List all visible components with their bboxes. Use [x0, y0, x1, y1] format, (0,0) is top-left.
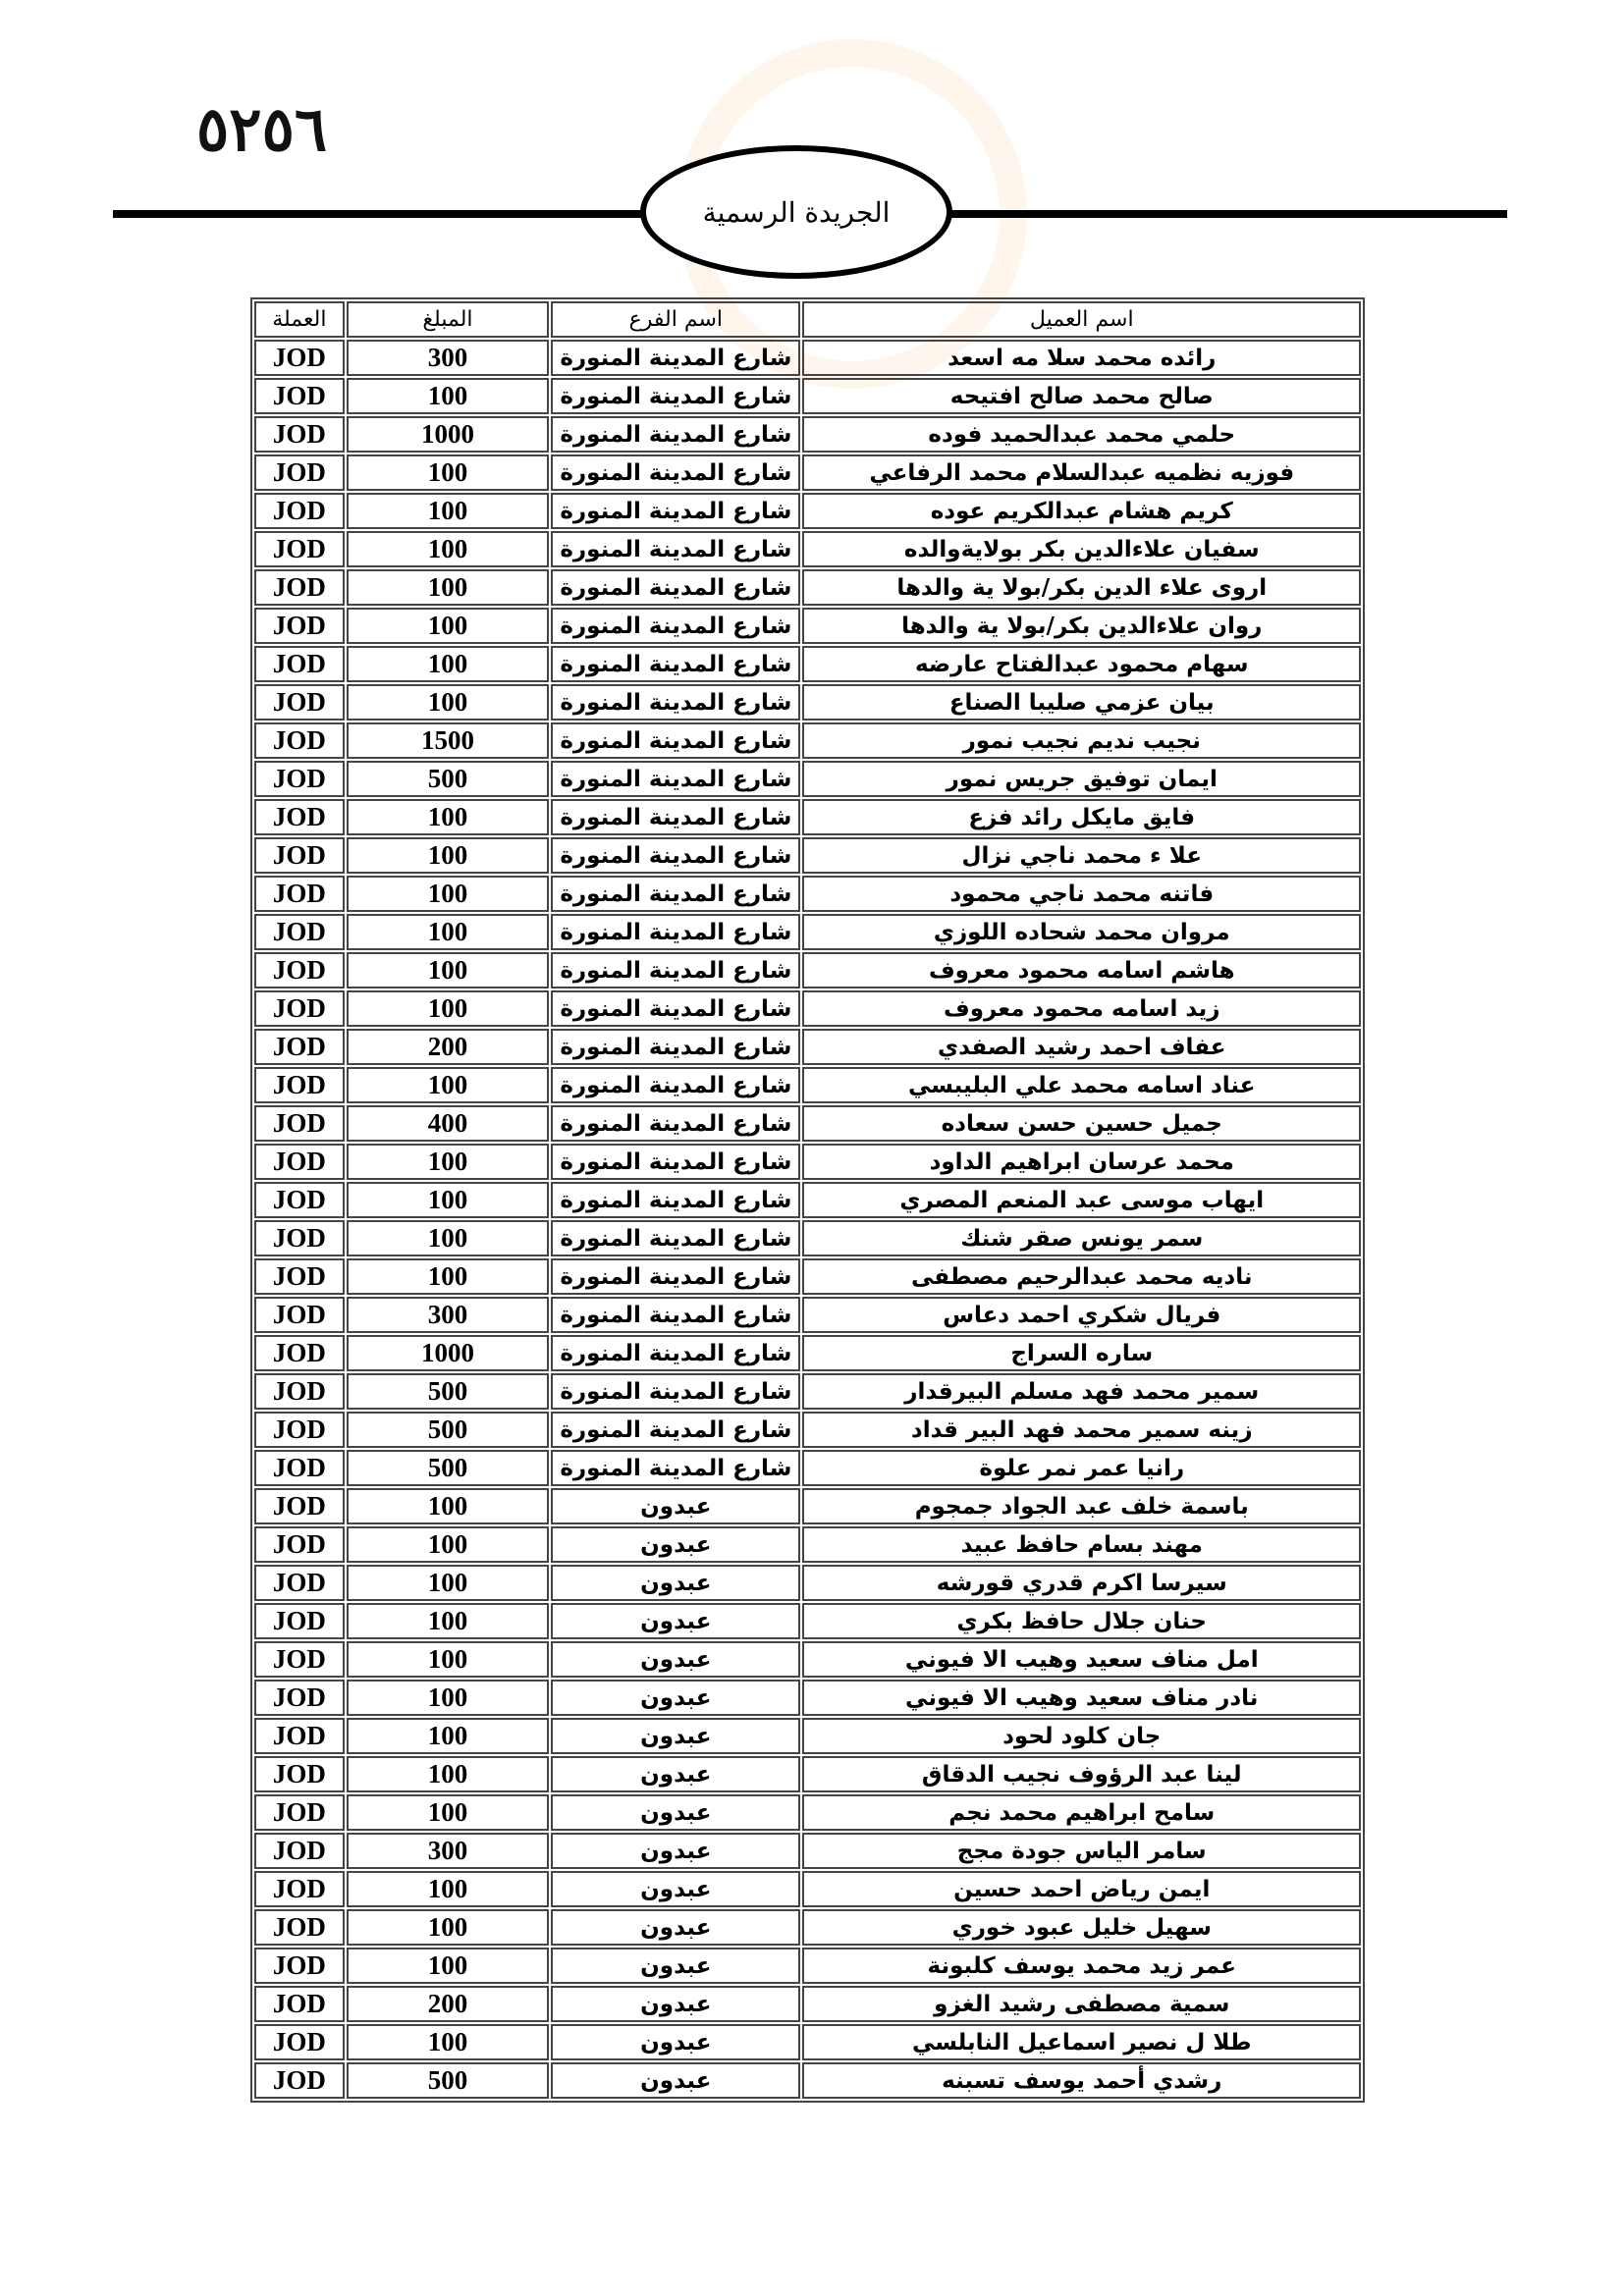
table-row — [254, 837, 1361, 874]
amount-cell: 100 — [347, 1794, 550, 1831]
table-row — [254, 1412, 1361, 1448]
table-row — [254, 1335, 1361, 1371]
currency-cell: JOD — [254, 1412, 345, 1448]
branch-cell: شارع المدينة المنورة — [551, 1335, 800, 1371]
branch-cell: شارع المدينة المنورة — [551, 569, 800, 606]
amount-cell: 1500 — [347, 722, 550, 759]
branch-cell: عبدون — [551, 1948, 800, 1984]
amount-cell: 100 — [347, 837, 550, 874]
amount-cell: 100 — [347, 1182, 550, 1218]
currency-cell: JOD — [254, 1909, 345, 1946]
branch-cell: شارع المدينة المنورة — [551, 340, 800, 376]
table-row — [254, 2024, 1361, 2060]
amount-cell: 100 — [347, 1948, 550, 1984]
customer-name-cell: فريال شكري احمد دعاس — [802, 1297, 1361, 1333]
table-row — [254, 569, 1361, 606]
table-row — [254, 1488, 1361, 1524]
branch-cell: شارع المدينة المنورة — [551, 646, 800, 682]
customer-name-cell: مروان محمد شحاده اللوزي — [802, 914, 1361, 950]
branch-cell: شارع المدينة المنورة — [551, 1182, 800, 1218]
customer-name-cell: عناد اسامه محمد علي البليبسي — [802, 1067, 1361, 1103]
table-row — [254, 1373, 1361, 1410]
branch-cell: شارع المدينة المنورة — [551, 1297, 800, 1333]
amount-cell: 100 — [347, 1909, 550, 1946]
table-row — [254, 1680, 1361, 1716]
branch-cell: عبدون — [551, 1603, 800, 1639]
branch-cell: شارع المدينة المنورة — [551, 454, 800, 491]
table-row — [254, 1105, 1361, 1142]
table-row — [254, 1220, 1361, 1256]
amount-cell: 100 — [347, 378, 550, 414]
customer-name-cell: جميل حسين حسن سعاده — [802, 1105, 1361, 1142]
table-header-row — [254, 301, 1361, 338]
branch-cell: عبدون — [551, 1680, 800, 1716]
branch-cell: شارع المدينة المنورة — [551, 1220, 800, 1256]
customer-name-cell: سمر يونس صقر شنك — [802, 1220, 1361, 1256]
amount-cell: 100 — [347, 2024, 550, 2060]
table-row — [254, 722, 1361, 759]
customer-name-cell: زينه سمير محمد فهد البير قداد — [802, 1412, 1361, 1448]
branch-cell: شارع المدينة المنورة — [551, 722, 800, 759]
customer-name-cell: سهيل خليل عبود خوري — [802, 1909, 1361, 1946]
amount-cell: 100 — [347, 531, 550, 567]
customer-name-cell: باسمة خلف عبد الجواد جمجوم — [802, 1488, 1361, 1524]
customer-name-cell: صالح محمد صالح افتيحه — [802, 378, 1361, 414]
table-row — [254, 1144, 1361, 1180]
customer-name-cell: لينا عبد الرؤوف نجيب الدقاق — [802, 1756, 1361, 1792]
table-row — [254, 1067, 1361, 1103]
amount-cell: 100 — [347, 1488, 550, 1524]
branch-cell: شارع المدينة المنورة — [551, 1144, 800, 1180]
customer-name-cell: سمية مصطفى رشيد الغزو — [802, 1986, 1361, 2022]
branch-cell: عبدون — [551, 1986, 800, 2022]
branch-cell: شارع المدينة المنورة — [551, 990, 800, 1027]
table-row — [254, 1182, 1361, 1218]
customer-name-cell: رشدي أحمد يوسف تسبنه — [802, 2062, 1361, 2099]
amount-cell: 100 — [347, 646, 550, 682]
currency-cell: JOD — [254, 1603, 345, 1639]
customer-name-cell: سيرسا اكرم قدري قورشه — [802, 1565, 1361, 1601]
table-row — [254, 1833, 1361, 1869]
customer-name-cell: اروى علاء الدين بكر/بولا ية والدها — [802, 569, 1361, 606]
amount-cell: 100 — [347, 1680, 550, 1716]
amount-cell: 200 — [347, 1029, 550, 1065]
amount-cell: 100 — [347, 799, 550, 835]
currency-cell: JOD — [254, 378, 345, 414]
amount-cell: 100 — [347, 1718, 550, 1754]
amount-cell: 100 — [347, 952, 550, 988]
table-row — [254, 1526, 1361, 1563]
amount-cell: 100 — [347, 1067, 550, 1103]
customer-name-cell: هاشم اسامه محمود معروف — [802, 952, 1361, 988]
table-row — [254, 454, 1361, 491]
amount-cell: 500 — [347, 1373, 550, 1410]
currency-cell: JOD — [254, 1718, 345, 1754]
amount-cell: 500 — [347, 1450, 550, 1486]
currency-cell: JOD — [254, 1220, 345, 1256]
customer-name-cell: نجيب نديم نجيب نمور — [802, 722, 1361, 759]
currency-cell: JOD — [254, 416, 345, 453]
table-row — [254, 990, 1361, 1027]
currency-cell: JOD — [254, 1526, 345, 1563]
branch-cell: عبدون — [551, 1794, 800, 1831]
page-number: ٥٢٥٦ — [196, 93, 328, 165]
currency-cell: JOD — [254, 1182, 345, 1218]
currency-cell: JOD — [254, 914, 345, 950]
customer-name-cell: سمير محمد فهد مسلم البيرقدار — [802, 1373, 1361, 1410]
table-row — [254, 1565, 1361, 1601]
table-row — [254, 1603, 1361, 1639]
table-row — [254, 952, 1361, 988]
header-currency: العملة — [254, 301, 345, 338]
customers-table — [250, 297, 1365, 2103]
branch-cell: شارع المدينة المنورة — [551, 1258, 800, 1295]
currency-cell: JOD — [254, 1335, 345, 1371]
branch-cell: شارع المدينة المنورة — [551, 493, 800, 529]
currency-cell: JOD — [254, 1067, 345, 1103]
currency-cell: JOD — [254, 2024, 345, 2060]
currency-cell: JOD — [254, 493, 345, 529]
customer-name-cell: كريم هشام عبدالكريم عوده — [802, 493, 1361, 529]
branch-cell: شارع المدينة المنورة — [551, 531, 800, 567]
customer-name-cell: سفيان علاءالدين بكر بولايةوالده — [802, 531, 1361, 567]
table-row — [254, 876, 1361, 912]
currency-cell: JOD — [254, 761, 345, 797]
amount-cell: 100 — [347, 1641, 550, 1678]
table-row — [254, 684, 1361, 721]
header-branch: اسم الفرع — [551, 301, 800, 338]
amount-cell: 400 — [347, 1105, 550, 1142]
table-row — [254, 1948, 1361, 1984]
customer-name-cell: رانيا عمر نمر علوة — [802, 1450, 1361, 1486]
amount-cell: 1000 — [347, 1335, 550, 1371]
amount-cell: 300 — [347, 1833, 550, 1869]
customer-name-cell: محمد عرسان ابراهيم الداود — [802, 1144, 1361, 1180]
branch-cell: عبدون — [551, 1641, 800, 1678]
currency-cell: JOD — [254, 799, 345, 835]
currency-cell: JOD — [254, 2062, 345, 2099]
amount-cell: 100 — [347, 990, 550, 1027]
branch-cell: عبدون — [551, 2024, 800, 2060]
branch-cell: عبدون — [551, 1833, 800, 1869]
amount-cell: 100 — [347, 1603, 550, 1639]
amount-cell: 100 — [347, 684, 550, 721]
currency-cell: JOD — [254, 722, 345, 759]
table-row — [254, 1641, 1361, 1678]
currency-cell: JOD — [254, 684, 345, 721]
currency-cell: JOD — [254, 340, 345, 376]
amount-cell: 100 — [347, 1526, 550, 1563]
currency-cell: JOD — [254, 876, 345, 912]
table-row — [254, 493, 1361, 529]
customer-name-cell: عفاف احمد رشيد الصفدي — [802, 1029, 1361, 1065]
currency-cell: JOD — [254, 1144, 345, 1180]
amount-cell: 100 — [347, 1756, 550, 1792]
table-row — [254, 799, 1361, 835]
customer-name-cell: فايق مايكل رائد فزع — [802, 799, 1361, 835]
customer-name-cell: بيان عزمي صليبا الصناع — [802, 684, 1361, 721]
currency-cell: JOD — [254, 454, 345, 491]
customer-name-cell: طلا ل نصير اسماعيل النابلسي — [802, 2024, 1361, 2060]
customer-name-cell: رائده محمد سلا مه اسعد — [802, 340, 1361, 376]
currency-cell: JOD — [254, 1871, 345, 1907]
customer-name-cell: امل مناف سعيد وهيب الا فيوني — [802, 1641, 1361, 1678]
table-row — [254, 1756, 1361, 1792]
amount-cell: 100 — [347, 876, 550, 912]
table-row — [254, 416, 1361, 453]
header-name: اسم العميل — [802, 301, 1361, 338]
customer-name-cell: زيد اسامه محمود معروف — [802, 990, 1361, 1027]
table-row — [254, 378, 1361, 414]
branch-cell: عبدون — [551, 1526, 800, 1563]
customer-name-cell: نادر مناف سعيد وهيب الا فيوني — [802, 1680, 1361, 1716]
amount-cell: 300 — [347, 1297, 550, 1333]
currency-cell: JOD — [254, 1756, 345, 1792]
branch-cell: شارع المدينة المنورة — [551, 799, 800, 835]
amount-cell: 100 — [347, 914, 550, 950]
currency-cell: JOD — [254, 837, 345, 874]
amount-cell: 500 — [347, 2062, 550, 2099]
table-row — [254, 646, 1361, 682]
table-row — [254, 1029, 1361, 1065]
table-row — [254, 1258, 1361, 1295]
customer-name-cell: ناديه محمد عبدالرحيم مصطفى — [802, 1258, 1361, 1295]
table-row — [254, 914, 1361, 950]
currency-cell: JOD — [254, 1948, 345, 1984]
publication-title-oval — [640, 145, 952, 279]
branch-cell: شارع المدينة المنورة — [551, 952, 800, 988]
amount-cell: 100 — [347, 493, 550, 529]
currency-cell: JOD — [254, 1297, 345, 1333]
currency-cell: JOD — [254, 531, 345, 567]
currency-cell: JOD — [254, 1833, 345, 1869]
amount-cell: 100 — [347, 569, 550, 606]
header-amount: المبلغ — [347, 301, 550, 338]
table-row — [254, 761, 1361, 797]
currency-cell: JOD — [254, 990, 345, 1027]
branch-cell: شارع المدينة المنورة — [551, 416, 800, 453]
customer-name-cell: سهام محمود عبدالفتاح عارضه — [802, 646, 1361, 682]
currency-cell: JOD — [254, 1680, 345, 1716]
currency-cell: JOD — [254, 1794, 345, 1831]
customer-name-cell: فاتنه محمد ناجي محمود — [802, 876, 1361, 912]
amount-cell: 100 — [347, 1871, 550, 1907]
table-row — [254, 1297, 1361, 1333]
customer-name-cell: فوزيه نظميه عبدالسلام محمد الرفاعي — [802, 454, 1361, 491]
branch-cell: شارع المدينة المنورة — [551, 876, 800, 912]
amount-cell: 200 — [347, 1986, 550, 2022]
branch-cell: شارع المدينة المنورة — [551, 1067, 800, 1103]
branch-cell: عبدون — [551, 1718, 800, 1754]
table-row — [254, 1794, 1361, 1831]
customer-name-cell: ايمان توفيق جريس نمور — [802, 761, 1361, 797]
branch-cell: شارع المدينة المنورة — [551, 1105, 800, 1142]
customer-name-cell: سامر الياس جودة مجج — [802, 1833, 1361, 1869]
table-row — [254, 1718, 1361, 1754]
branch-cell: شارع المدينة المنورة — [551, 837, 800, 874]
branch-cell: شارع المدينة المنورة — [551, 914, 800, 950]
branch-cell: شارع المدينة المنورة — [551, 684, 800, 721]
customer-name-cell: سامح ابراهيم محمد نجم — [802, 1794, 1361, 1831]
currency-cell: JOD — [254, 646, 345, 682]
amount-cell: 500 — [347, 761, 550, 797]
publication-title: الجريدة الرسمية — [702, 195, 891, 229]
currency-cell: JOD — [254, 1105, 345, 1142]
amount-cell: 100 — [347, 608, 550, 644]
customer-name-cell: ساره السراج — [802, 1335, 1361, 1371]
currency-cell: JOD — [254, 1373, 345, 1410]
branch-cell: عبدون — [551, 1871, 800, 1907]
table-row — [254, 531, 1361, 567]
branch-cell: شارع المدينة المنورة — [551, 608, 800, 644]
customer-name-cell: حنان جلال حافظ بكري — [802, 1603, 1361, 1639]
branch-cell: شارع المدينة المنورة — [551, 1373, 800, 1410]
customer-name-cell: روان علاءالدين بكر/بولا ية والدها — [802, 608, 1361, 644]
currency-cell: JOD — [254, 1450, 345, 1486]
customer-name-cell: ايمن رياض احمد حسين — [802, 1871, 1361, 1907]
amount-cell: 100 — [347, 454, 550, 491]
amount-cell: 300 — [347, 340, 550, 376]
table-row — [254, 1909, 1361, 1946]
table-row — [254, 2062, 1361, 2099]
branch-cell: شارع المدينة المنورة — [551, 1450, 800, 1486]
amount-cell: 100 — [347, 1220, 550, 1256]
branch-cell: شارع المدينة المنورة — [551, 1029, 800, 1065]
amount-cell: 1000 — [347, 416, 550, 453]
currency-cell: JOD — [254, 1986, 345, 2022]
branch-cell: شارع المدينة المنورة — [551, 761, 800, 797]
amount-cell: 100 — [347, 1258, 550, 1295]
table-row — [254, 1986, 1361, 2022]
customer-name-cell: مهند بسام حافظ عبيد — [802, 1526, 1361, 1563]
currency-cell: JOD — [254, 608, 345, 644]
branch-cell: عبدون — [551, 1756, 800, 1792]
customer-name-cell: علا ء محمد ناجي نزال — [802, 837, 1361, 874]
branch-cell: عبدون — [551, 1565, 800, 1601]
table-row — [254, 340, 1361, 376]
table-row — [254, 608, 1361, 644]
currency-cell: JOD — [254, 1258, 345, 1295]
amount-cell: 100 — [347, 1565, 550, 1601]
branch-cell: عبدون — [551, 1488, 800, 1524]
currency-cell: JOD — [254, 1641, 345, 1678]
table-row — [254, 1450, 1361, 1486]
amount-cell: 100 — [347, 1144, 550, 1180]
branch-cell: عبدون — [551, 1909, 800, 1946]
customer-name-cell: ايهاب موسى عبد المنعم المصري — [802, 1182, 1361, 1218]
currency-cell: JOD — [254, 952, 345, 988]
currency-cell: JOD — [254, 1488, 345, 1524]
branch-cell: عبدون — [551, 2062, 800, 2099]
currency-cell: JOD — [254, 1565, 345, 1601]
customer-name-cell: حلمي محمد عبدالحميد فوده — [802, 416, 1361, 453]
branch-cell: شارع المدينة المنورة — [551, 1412, 800, 1448]
customer-name-cell: جان كلود لحود — [802, 1718, 1361, 1754]
amount-cell: 500 — [347, 1412, 550, 1448]
branch-cell: شارع المدينة المنورة — [551, 378, 800, 414]
currency-cell: JOD — [254, 1029, 345, 1065]
currency-cell: JOD — [254, 569, 345, 606]
customer-name-cell: عمر زيد محمد يوسف كلبونة — [802, 1948, 1361, 1984]
table-row — [254, 1871, 1361, 1907]
